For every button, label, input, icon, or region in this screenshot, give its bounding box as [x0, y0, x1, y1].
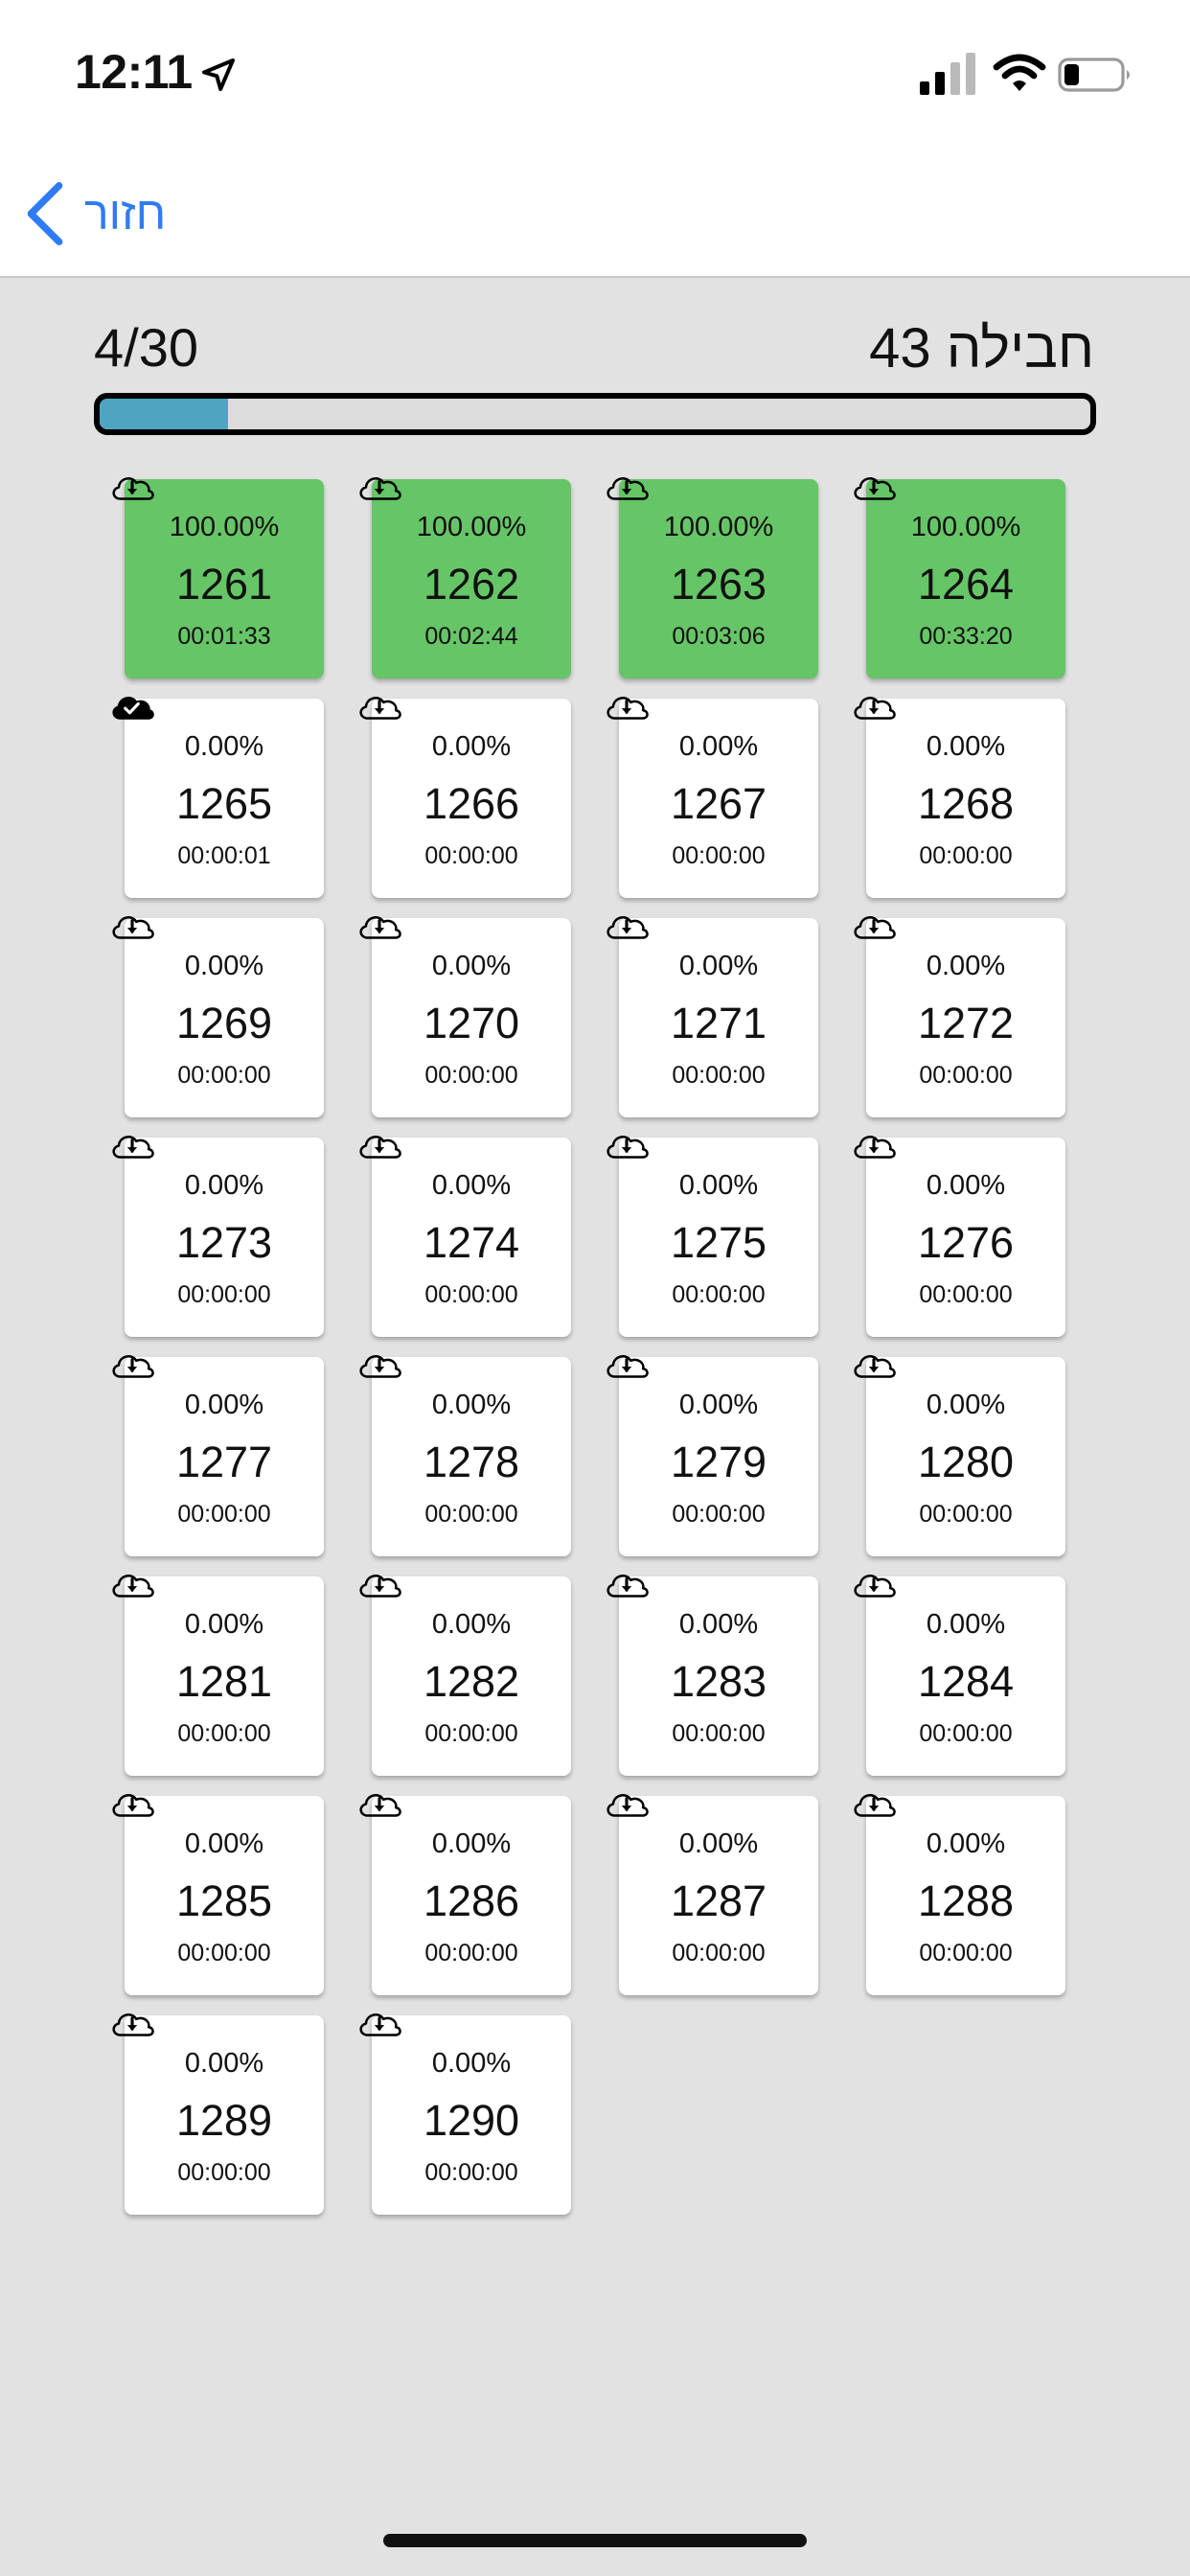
tile-time: 00:00:00	[919, 1281, 1013, 1308]
package-header	[94, 316, 1094, 383]
tile-number: 1283	[670, 1657, 767, 1706]
navigation-bar	[0, 144, 1190, 278]
tile-percent: 0.00%	[678, 731, 759, 762]
cloud-download-icon	[355, 907, 404, 943]
tile-item[interactable]	[619, 918, 818, 1117]
tile-item[interactable]	[619, 1576, 818, 1776]
tile-item[interactable]	[125, 918, 324, 1117]
tile-percent: 0.00%	[184, 1828, 264, 1859]
tile-item[interactable]	[866, 699, 1065, 898]
tile-percent: 0.00%	[678, 1170, 759, 1201]
cloud-download-icon	[107, 1784, 157, 1821]
progress-count: 4/30	[94, 317, 198, 378]
cloud-download-icon	[107, 468, 157, 504]
status-time: 12:11	[75, 45, 193, 99]
tile-time: 00:00:00	[919, 1940, 1013, 1966]
cloud-download-icon	[602, 1126, 652, 1162]
tile-item[interactable]	[866, 1357, 1065, 1556]
tile-item[interactable]	[866, 918, 1065, 1117]
tile-time: 00:00:00	[919, 1720, 1013, 1747]
tile-percent: 100.00%	[663, 512, 774, 542]
tile-number: 1264	[917, 560, 1015, 609]
back-button[interactable]	[25, 175, 166, 252]
tile-percent: 0.00%	[926, 951, 1006, 981]
tile-number: 1268	[917, 779, 1015, 828]
tile-item[interactable]	[619, 699, 818, 898]
tile-percent: 0.00%	[184, 1390, 264, 1420]
tile-grid	[125, 479, 1065, 2215]
cloud-download-icon	[849, 468, 899, 504]
tile-percent: 0.00%	[184, 951, 264, 981]
tile-time: 00:00:00	[424, 842, 518, 869]
tile-number: 1271	[670, 999, 767, 1047]
tile-time: 00:00:00	[672, 842, 766, 869]
tile-item[interactable]	[866, 1796, 1065, 1995]
tile-percent: 0.00%	[431, 1170, 512, 1201]
tile-number: 1282	[423, 1657, 520, 1706]
cloud-download-icon	[849, 687, 899, 724]
tile-percent: 0.00%	[926, 1170, 1006, 1201]
tile-time: 00:01:33	[177, 623, 271, 650]
tile-number: 1265	[175, 779, 273, 828]
cloud-download-icon	[355, 1346, 404, 1382]
tile-item[interactable]	[866, 1138, 1065, 1337]
tile-number: 1276	[917, 1218, 1015, 1267]
cloud-download-icon	[602, 1346, 652, 1382]
tile-time: 00:00:00	[919, 1062, 1013, 1089]
tile-time: 00:00:00	[424, 1062, 518, 1089]
cloud-download-icon	[849, 1126, 899, 1162]
tile-time: 00:00:00	[672, 1281, 766, 1308]
tile-item[interactable]	[372, 918, 571, 1117]
cellular-signal-icon	[920, 53, 977, 95]
tile-number: 1272	[917, 999, 1015, 1047]
tile-item[interactable]	[372, 699, 571, 898]
back-button-label: חזור	[84, 188, 167, 240]
tile-time: 00:00:00	[672, 1940, 766, 1966]
tile-time: 00:00:00	[919, 842, 1013, 869]
tile-number: 1274	[423, 1218, 520, 1267]
tile-time: 00:00:01	[177, 842, 271, 869]
tile-percent: 0.00%	[678, 1390, 759, 1420]
tile-percent: 0.00%	[926, 1609, 1006, 1640]
wifi-icon	[993, 52, 1046, 94]
tile-number: 1289	[175, 2096, 273, 2145]
tile-percent: 100.00%	[416, 512, 527, 542]
tile-percent: 0.00%	[184, 731, 264, 762]
tile-number: 1285	[175, 1876, 273, 1925]
cloud-download-icon	[355, 1784, 404, 1821]
tile-item[interactable]	[866, 479, 1065, 678]
tile-number: 1280	[917, 1438, 1015, 1486]
tile-percent: 0.00%	[926, 1390, 1006, 1420]
tile-number: 1266	[423, 779, 520, 828]
tile-item[interactable]	[125, 479, 324, 678]
tile-number: 1279	[670, 1438, 767, 1486]
tile-item[interactable]	[619, 1357, 818, 1556]
battery-icon	[1058, 58, 1134, 92]
cloud-download-icon	[107, 1565, 157, 1601]
tile-percent: 100.00%	[910, 512, 1021, 542]
tile-time: 00:00:00	[672, 1720, 766, 1747]
tile-number: 1278	[423, 1438, 520, 1486]
tile-item[interactable]	[372, 1357, 571, 1556]
tile-item[interactable]	[125, 1357, 324, 1556]
tile-number: 1287	[670, 1876, 767, 1925]
tile-time: 00:02:44	[424, 623, 518, 650]
tile-number: 1270	[423, 999, 520, 1047]
progress-bar-fill	[100, 399, 228, 429]
cloud-download-icon	[355, 1126, 404, 1162]
tile-item[interactable]	[372, 1138, 571, 1337]
tile-percent: 0.00%	[678, 1828, 759, 1859]
tile-percent: 100.00%	[169, 512, 280, 542]
cloud-download-icon	[849, 1784, 899, 1821]
tile-item[interactable]	[125, 699, 324, 898]
cloud-download-icon	[602, 1565, 652, 1601]
tile-percent: 0.00%	[926, 731, 1006, 762]
tile-number: 1269	[175, 999, 273, 1047]
tile-time: 00:00:00	[672, 1501, 766, 1528]
tile-percent: 0.00%	[431, 1828, 512, 1859]
tile-time: 00:00:00	[177, 1940, 271, 1966]
location-arrow-icon	[199, 56, 238, 94]
tile-item[interactable]	[125, 1576, 324, 1776]
tile-item[interactable]	[125, 2015, 324, 2215]
tile-time: 00:00:00	[919, 1501, 1013, 1528]
tile-number: 1273	[175, 1218, 273, 1267]
cloud-download-icon	[602, 907, 652, 943]
tile-number: 1286	[423, 1876, 520, 1925]
cloud-download-icon	[602, 1784, 652, 1821]
cloud-download-icon	[355, 687, 404, 724]
tile-time: 00:03:06	[672, 623, 766, 650]
tile-item[interactable]	[372, 479, 571, 678]
tile-item[interactable]	[372, 1576, 571, 1776]
tile-number: 1263	[670, 560, 767, 609]
tile-time: 00:00:00	[177, 1281, 271, 1308]
tile-item[interactable]	[372, 2015, 571, 2215]
tile-percent: 0.00%	[431, 2048, 512, 2079]
tile-time: 00:00:00	[177, 2159, 271, 2186]
tile-item[interactable]	[619, 1796, 818, 1995]
tile-time: 00:00:00	[424, 1940, 518, 1966]
tile-number: 1290	[423, 2096, 520, 2145]
package-title: חבילה 43	[869, 317, 1094, 380]
cloud-download-icon	[602, 687, 652, 724]
tile-number: 1267	[670, 779, 767, 828]
tile-item[interactable]	[619, 1138, 818, 1337]
tile-percent: 0.00%	[184, 1170, 264, 1201]
tile-item[interactable]	[372, 1796, 571, 1995]
tile-time: 00:00:00	[424, 1501, 518, 1528]
tile-item[interactable]	[125, 1796, 324, 1995]
tile-item[interactable]	[866, 1576, 1065, 1776]
cloud-download-icon	[355, 2004, 404, 2040]
tile-percent: 0.00%	[431, 731, 512, 762]
tile-number: 1275	[670, 1218, 767, 1267]
tile-percent: 0.00%	[431, 1390, 512, 1420]
tile-percent: 0.00%	[678, 1609, 759, 1640]
cloud-download-icon	[602, 468, 652, 504]
tile-time: 00:00:00	[177, 1062, 271, 1089]
tile-number: 1281	[175, 1657, 273, 1706]
tile-percent: 0.00%	[678, 951, 759, 981]
progress-bar	[94, 393, 1096, 435]
chevron-left-icon	[25, 182, 65, 245]
tile-percent: 0.00%	[184, 2048, 264, 2079]
tile-percent: 0.00%	[926, 1828, 1006, 1859]
tile-number: 1261	[175, 560, 273, 609]
tile-item[interactable]	[619, 479, 818, 678]
status-bar	[0, 0, 1190, 144]
cloud-download-icon	[849, 1565, 899, 1601]
tile-time: 00:00:00	[424, 1281, 518, 1308]
tile-time: 00:00:00	[672, 1062, 766, 1089]
tile-time: 00:00:00	[424, 2159, 518, 2186]
tile-item[interactable]	[125, 1138, 324, 1337]
cloud-check-icon	[107, 687, 157, 724]
cloud-download-icon	[107, 1346, 157, 1382]
cloud-download-icon	[107, 1126, 157, 1162]
home-indicator	[383, 2534, 807, 2547]
cloud-download-icon	[107, 2004, 157, 2040]
tile-number: 1277	[175, 1438, 273, 1486]
cloud-download-icon	[849, 1346, 899, 1382]
tile-number: 1284	[917, 1657, 1015, 1706]
cloud-download-icon	[355, 468, 404, 504]
tile-time: 00:00:00	[424, 1720, 518, 1747]
cloud-download-icon	[355, 1565, 404, 1601]
tile-time: 00:00:00	[177, 1501, 271, 1528]
tile-percent: 0.00%	[431, 951, 512, 981]
cloud-download-icon	[849, 907, 899, 943]
tile-number: 1288	[917, 1876, 1015, 1925]
tile-time: 00:33:20	[919, 623, 1013, 650]
tile-percent: 0.00%	[184, 1609, 264, 1640]
tile-percent: 0.00%	[431, 1609, 512, 1640]
tile-number: 1262	[423, 560, 520, 609]
tile-time: 00:00:00	[177, 1720, 271, 1747]
cloud-download-icon	[107, 907, 157, 943]
